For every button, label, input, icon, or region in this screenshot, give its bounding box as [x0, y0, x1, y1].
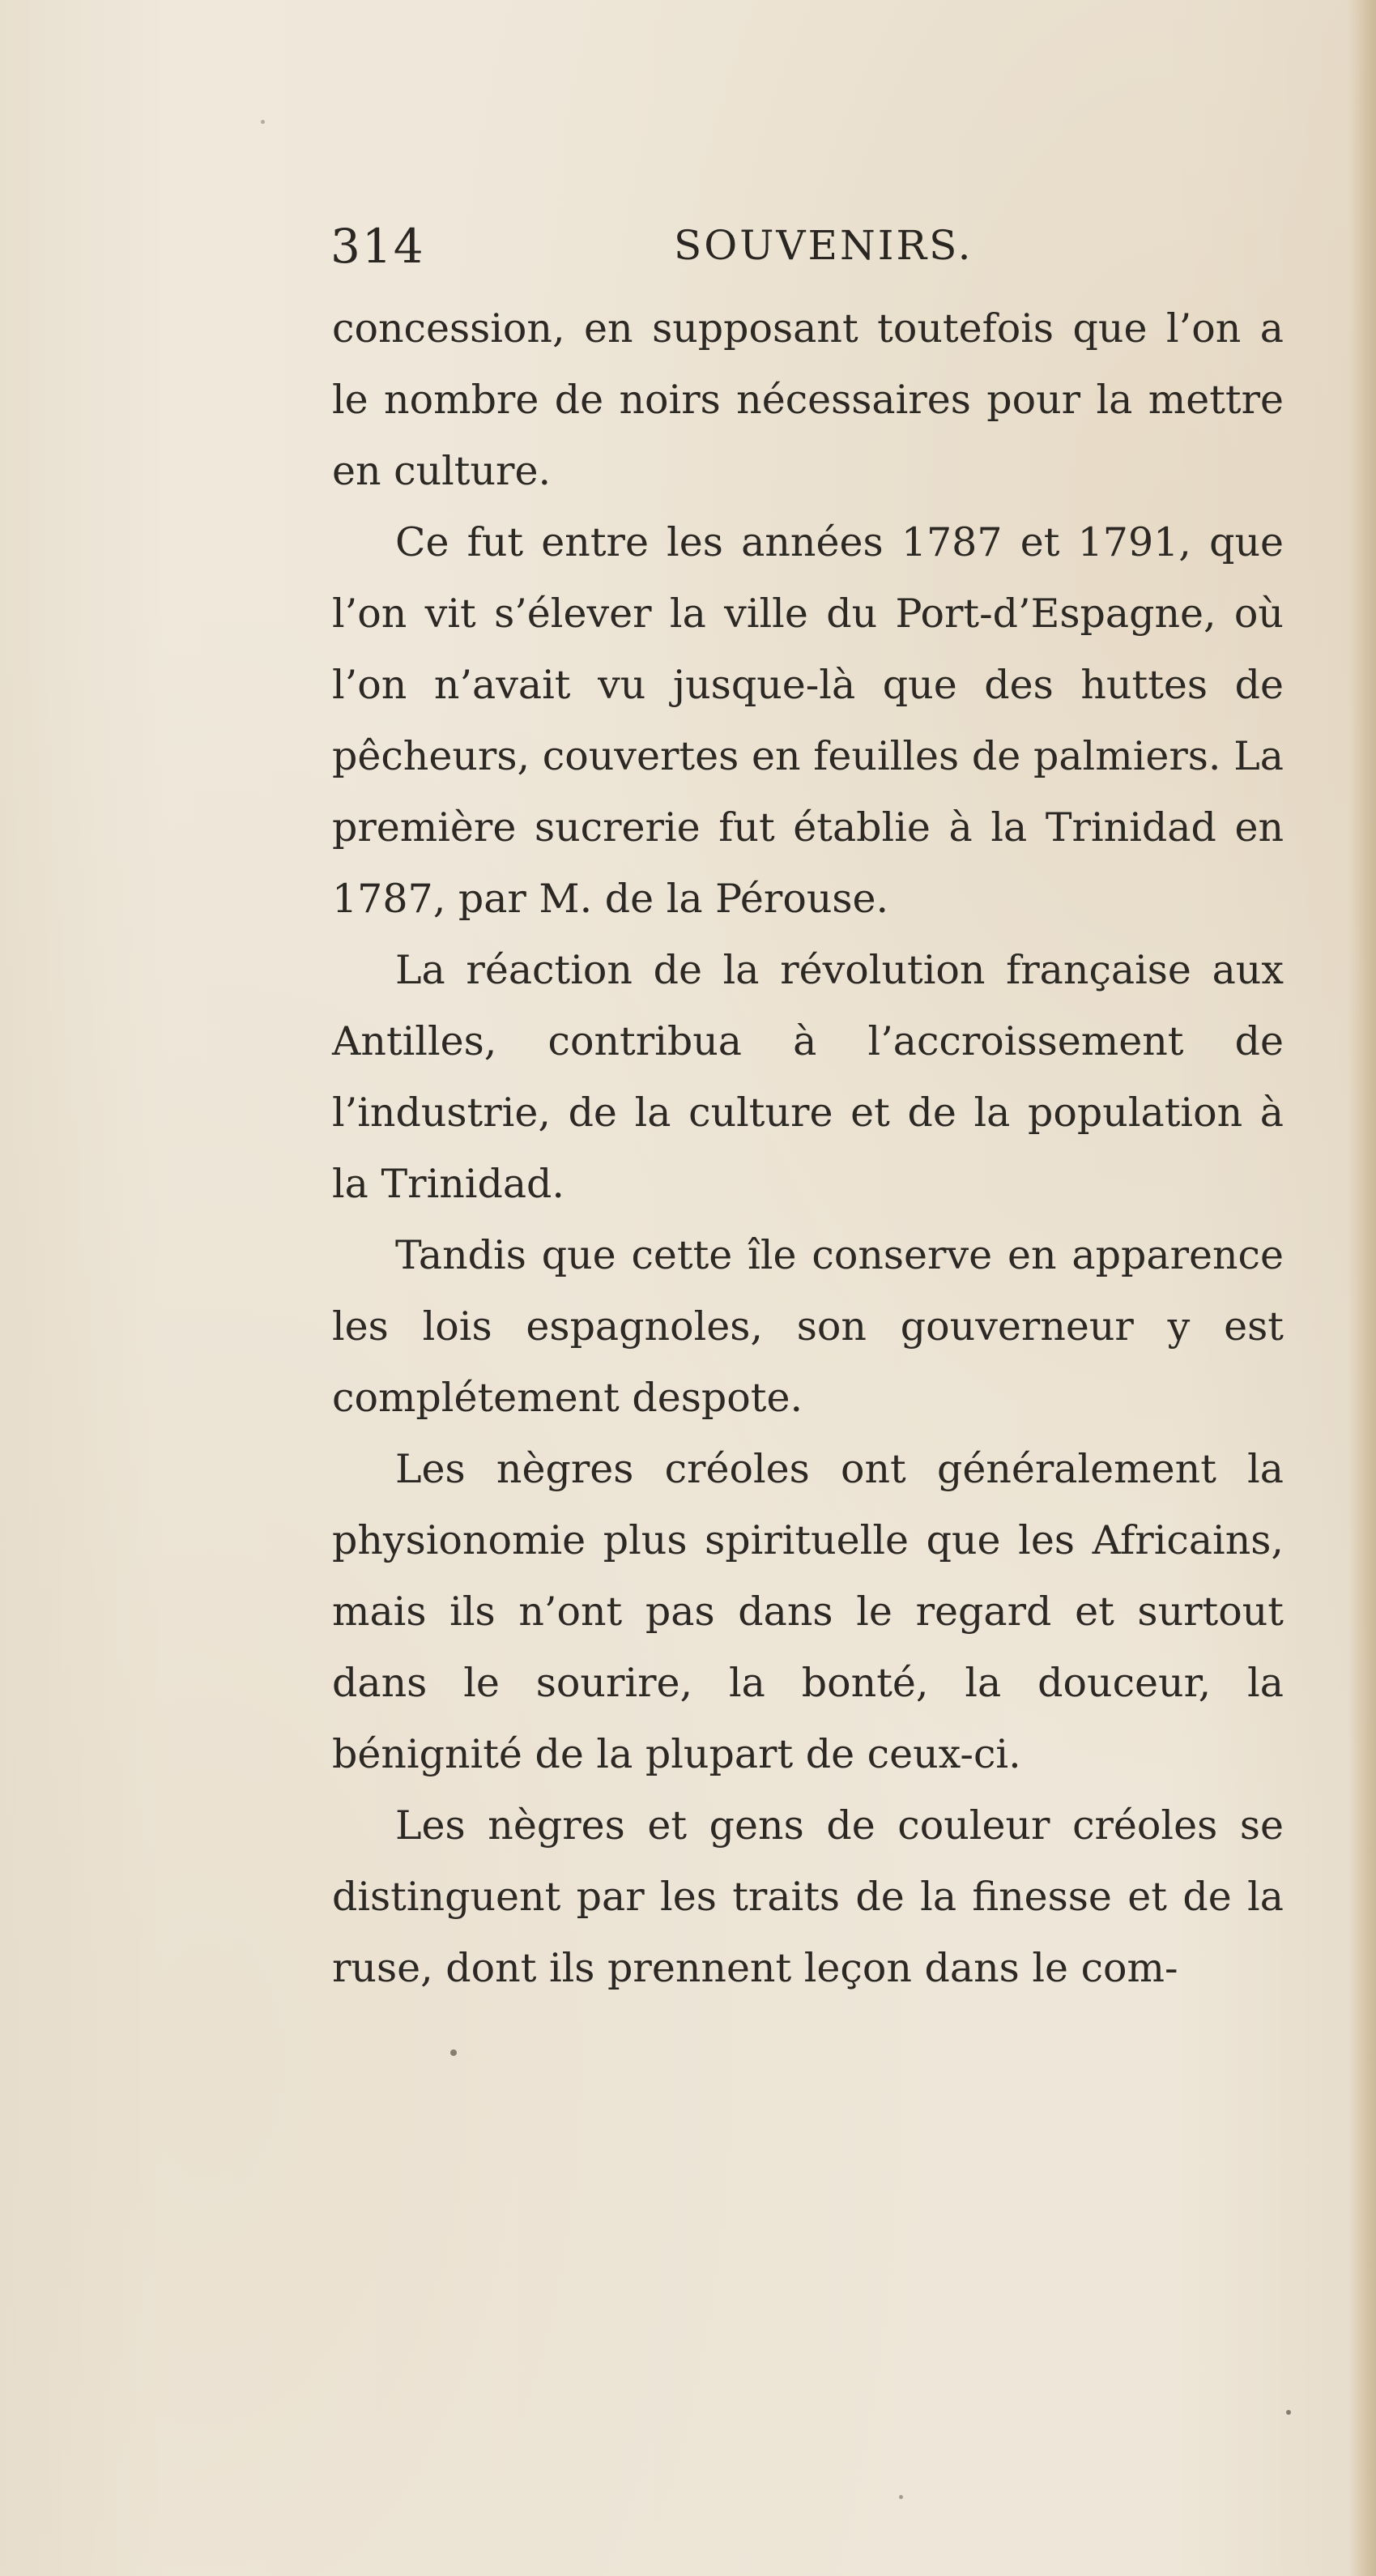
ink-speck: [1286, 2410, 1291, 2415]
paragraph-governor: Tandis que cette île conserve en apparence les lois espagnoles, son gouverneur y est complétement despote.: [332, 1232, 1284, 1421]
ink-speck: [261, 120, 265, 124]
paragraph-creole-traits: Les nègres et gens de couleur créoles se distinguent par les traits de la finesse et de la ruse, dont ils prennent leçon dans le com-: [332, 1802, 1284, 1991]
paragraph-continued: concession, en supposant toutefois que l’on a le nombre de noirs nécessaires pour la mettre en culture.: [332, 305, 1284, 494]
ink-speck: [450, 2049, 457, 2056]
page-edge-shadow: [1348, 0, 1376, 2576]
paragraph-creole-physiognomy: Les nègres créoles ont généralement la physionomie plus spirituelle que les Africains, mais ils n’ont pas dans le regard et surtout dans le sourire, la bonté, la douceur, la bénignité de la plupart de ceux-ci.: [332, 1446, 1284, 1777]
paragraph-port-of-spain: Ce fut entre les années 1787 et 1791, que l’on vit s’élever la ville du Port-d’Espagne, où l’on n’avait vu jusque-là que des huttes de pêcheurs, couvertes en feuilles de palmiers. La première sucrerie fut établie à la Trinidad en 1787, par M. de la Pérouse.: [332, 519, 1284, 922]
page-number: 314: [330, 219, 425, 274]
running-title: SOUVENIRS.: [674, 222, 973, 269]
ink-speck: [899, 2495, 903, 2499]
page-header: [330, 219, 1059, 284]
body-text: [332, 293, 1284, 2004]
paragraph-revolution: La réaction de la révolution française aux Antilles, contribua à l’accroissement de l’industrie, de la culture et de la population à la Trinidad.: [332, 947, 1284, 1207]
